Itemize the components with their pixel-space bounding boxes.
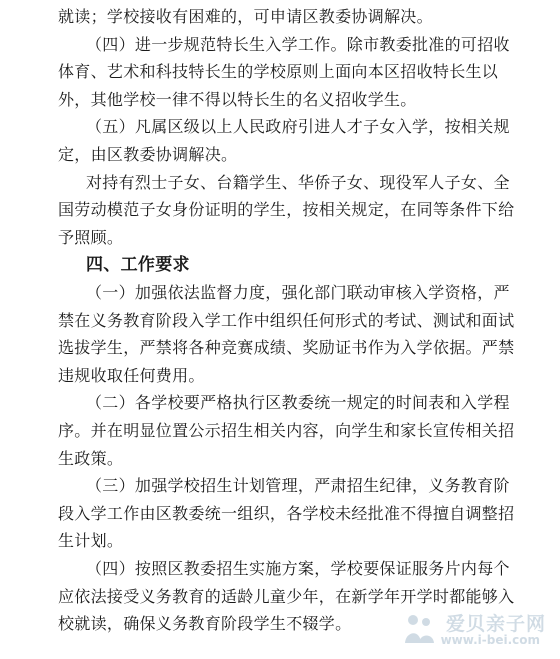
text-line-5: （五）凡属区级以上人民政府引进人才子女入学，按相关规 bbox=[86, 117, 510, 137]
text-line-7: 对持有烈士子女、台籍学生、华侨子女、现役军人子女、全 bbox=[86, 172, 510, 192]
text-line-14: 违规收取任何费用。 bbox=[58, 365, 205, 385]
text-line-22: 应依法接受义务教育的适龄儿童少年，在新学年开学时都能够入 bbox=[58, 586, 515, 606]
text-line-16: 序。并在明显位置公示招生相关内容，向学生和家长宣传相关招 bbox=[58, 421, 515, 440]
text-line-21: （四）按照区教委招生实施方案，学校要保证服务片内每个 bbox=[86, 559, 510, 578]
text-line-11: （一）加强依法监督力度，强化部门联动审核入学资格，严 bbox=[86, 283, 510, 302]
text-line-13: 选拔学生，严禁将各种竞赛成绩、奖励证书作为入学依据。严禁 bbox=[58, 338, 515, 358]
text-line-8: 国劳动模范子女身份证明的学生，按相关规定，在同等条件下给 bbox=[58, 200, 515, 220]
text-line-3: 体育、艺术和科技特长生的学校原则上面向本区招收特长生以 bbox=[58, 62, 499, 82]
section-heading: 四、工作要求 bbox=[86, 255, 190, 276]
text-line-6: 定，由区教委协调解决。 bbox=[58, 145, 238, 164]
text-line-15: （二）各学校要严格执行区教委统一规定的时间表和入学程 bbox=[86, 393, 510, 413]
text-line-4: 外，其他学校一律不得以特长生的名义招收学生。 bbox=[58, 89, 417, 109]
site-watermark bbox=[402, 605, 552, 653]
text-line-17: 生政策。 bbox=[58, 448, 124, 468]
text-line-9: 予照顾。 bbox=[58, 227, 124, 247]
text-line-1: 就读；学校接收有困难的，可申请区教委协调解决。 bbox=[58, 7, 433, 26]
watermark-url: www.i-bei.com bbox=[440, 633, 540, 647]
text-line-23: 校就读，确保义务教育阶段学生不辍学。 bbox=[58, 614, 352, 634]
watermark-brand: 爱贝亲子网 bbox=[445, 613, 546, 635]
text-line-2: （四）进一步规范特长生入学工作。除市教委批准的可招收 bbox=[86, 34, 510, 54]
text-line-18: （三）加强学校招生计划管理，严肃招生纪律，义务教育阶 bbox=[86, 476, 510, 496]
family-logo-icon bbox=[402, 611, 436, 645]
text-line-20: 生计划。 bbox=[58, 531, 124, 551]
text-line-12: 禁在义务教育阶段入学工作中组织任何形式的考试、测试和面试 bbox=[58, 310, 515, 330]
text-line-19: 段入学工作由区教委统一组织，各学校未经批准不得擅自调整招 bbox=[58, 503, 515, 523]
